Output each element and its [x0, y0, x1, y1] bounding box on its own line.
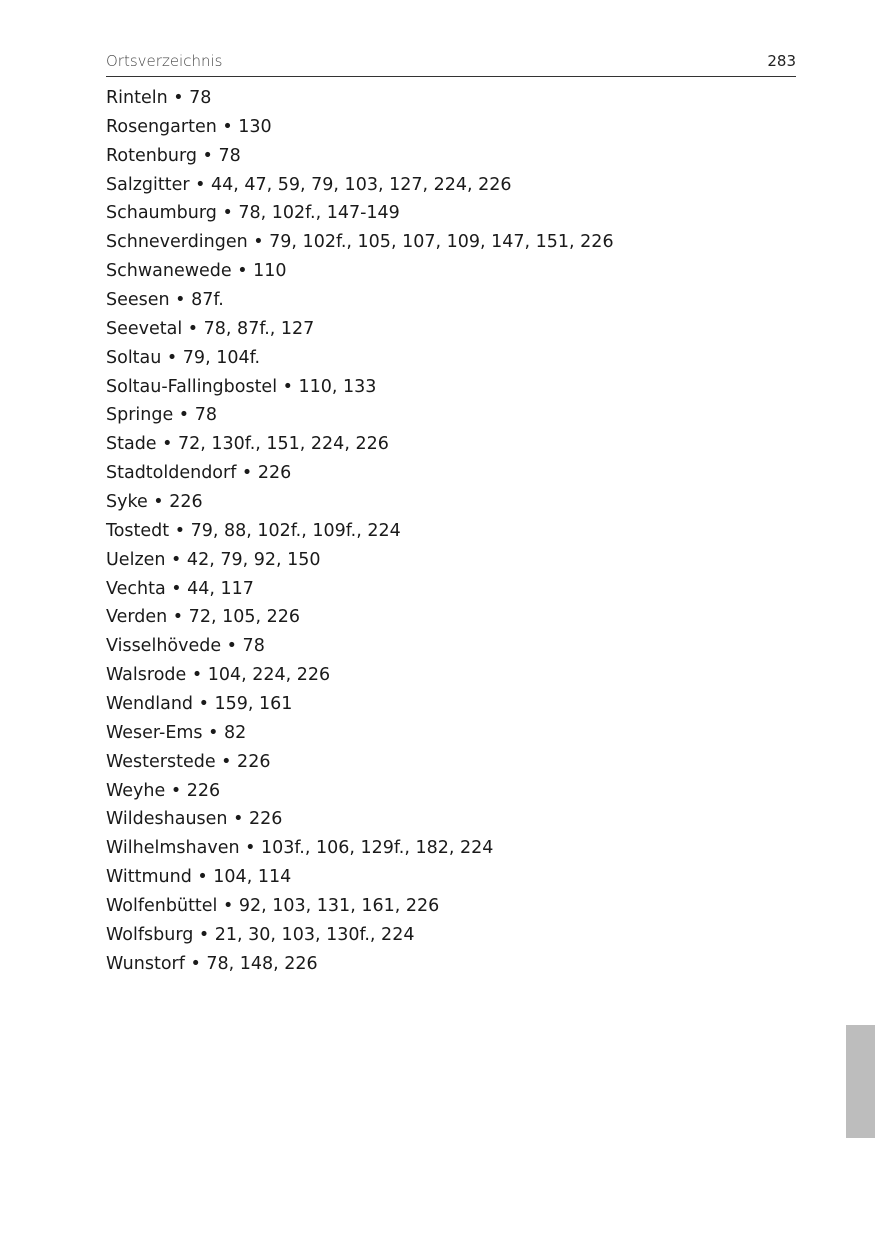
index-entry: Soltau • 79, 104f.	[106, 347, 261, 368]
index-entry: Weyhe • 226	[106, 780, 221, 801]
thumb-index-tab	[846, 1025, 875, 1138]
index-entry: Schwanewede • 110	[106, 261, 287, 282]
index-entry: Wolfsburg • 21, 30, 103, 130f., 224	[106, 924, 415, 945]
place-index-list	[106, 84, 614, 979]
index-entry: Seesen • 87f.	[106, 290, 224, 311]
index-entry: Wildeshausen • 226	[106, 809, 283, 830]
index-entry: Rosengarten • 130	[106, 116, 272, 137]
index-entry: Schaumburg • 78, 102f., 147-149	[106, 203, 400, 224]
index-entry: Wittmund • 104, 114	[106, 867, 292, 888]
running-header	[106, 50, 796, 77]
index-entry: Stadtoldendorf • 226	[106, 463, 292, 484]
index-entry: Syke • 226	[106, 492, 203, 513]
header-title: Ortsverzeichnis	[106, 52, 223, 70]
index-entry: Vechta • 44, 117	[106, 578, 254, 599]
index-entry: Tostedt • 79, 88, 102f., 109f., 224	[106, 520, 401, 541]
index-entry: Seevetal • 78, 87f., 127	[106, 318, 315, 339]
index-entry: Uelzen • 42, 79, 92, 150	[106, 549, 321, 570]
index-entry: Schneverdingen • 79, 102f., 105, 107, 109, 147, 151, 226	[106, 232, 614, 253]
index-entry: Verden • 72, 105, 226	[106, 607, 301, 628]
index-entry: Springe • 78	[106, 405, 217, 426]
index-entry: Wunstorf • 78, 148, 226	[106, 953, 318, 974]
index-entry: Walsrode • 104, 224, 226	[106, 665, 331, 686]
index-entry: Wolfenbüttel • 92, 103, 131, 161, 226	[106, 896, 440, 917]
index-entry: Rotenburg • 78	[106, 145, 241, 166]
index-entry: Wilhelmshaven • 103f., 106, 129f., 182, 224	[106, 838, 494, 859]
page-number: 283	[767, 52, 796, 70]
index-entry: Weser-Ems • 82	[106, 722, 247, 743]
index-entry: Visselhövede • 78	[106, 636, 265, 657]
index-entry: Rinteln • 78	[106, 88, 212, 108]
index-entry: Salzgitter • 44, 47, 59, 79, 103, 127, 224, 226	[106, 174, 512, 195]
index-entry: Stade • 72, 130f., 151, 224, 226	[106, 434, 389, 455]
index-entry: Wendland • 159, 161	[106, 694, 293, 715]
index-entry: Westerstede • 226	[106, 751, 271, 772]
index-entry: Soltau-Fallingbostel • 110, 133	[106, 376, 377, 397]
